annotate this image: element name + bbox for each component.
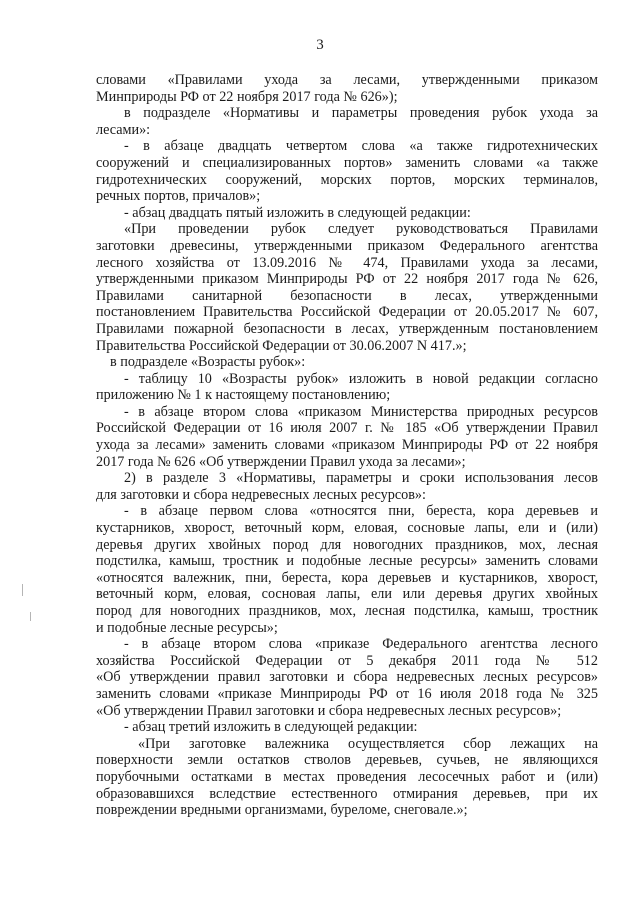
text-line: пород для новогодних праздников, мох, лесная подстилка, камыш, тростник — [96, 603, 598, 619]
text-line: Российской Федерации от 16 июля 2007 г. № 185 «Об утверждении Правил — [96, 420, 598, 437]
text-line: заготовки древесины, утвержденными приказом Федерального агентства — [96, 237, 598, 254]
text-line: гидротехнических сооружений, морских портов, морских терминалов, — [96, 171, 598, 188]
text-line: - абзац двадцать пятый изложить в следующей редакции: — [124, 204, 471, 221]
text-line: - в абзаце первом слова «относятся пни, береста, кора деревьев и — [124, 503, 598, 520]
text-line: деревья других хвойных пород для новогодних праздников, мох, лесная — [96, 536, 598, 553]
text-line: лесного хозяйства от 13.09.2016 № 474, Правилами ухода за лесами, — [96, 254, 598, 271]
text-line: приложению № 1 к настоящему постановлению; — [96, 387, 391, 404]
text-line: Правилами санитарной безопасности в лесах, утвержденными — [96, 287, 598, 304]
margin-scan-mark — [22, 584, 23, 596]
text-line: веточный корм, еловая, сосновая лапы, ели или деревья других хвойных — [96, 586, 598, 603]
text-line: - абзац третий изложить в следующей редакции: — [124, 719, 418, 736]
text-line: «При проведении рубок следует руководствоваться Правилами — [124, 221, 598, 238]
text-line: «При заготовке валежника осуществляется сбор лежащих на — [138, 735, 598, 752]
text-line: «Об утверждении правил заготовки и сбора недревесных лесных ресурсов» — [96, 669, 598, 686]
text-line: в подразделе «Возрасты рубок»: — [110, 354, 306, 371]
text-line: Правилами пожарной безопасности в лесах, утвержденным постановлением — [96, 320, 598, 337]
text-line: - таблицу 10 «Возрасты рубок» изложить в новой редакции согласно — [124, 370, 598, 387]
text-line: ухода за лесами» заменить словами «приказом Минприроды РФ от 22 ноября — [96, 437, 598, 454]
body-text — [96, 72, 598, 819]
text-line: заменить словами «приказе Минприроды РФ от 16 июля 2018 года № 325 — [96, 685, 598, 702]
text-line: - в абзаце втором слова «приказе Федерального агентства лесного — [124, 636, 598, 653]
text-line: «Об утверждении Правил заготовки и сбора недревесных лесных ресурсов»; — [96, 702, 562, 719]
text-line: в подразделе «Нормативы и параметры проведения рубок ухода за — [124, 105, 598, 122]
text-line: постановлением Правительства Российской Федерации от 20.05.2017 № 607, — [96, 304, 598, 321]
margin-scan-mark — [30, 612, 31, 621]
text-line: утвержденными приказом Минприроды РФ от 22 ноября 2017 года № 626, — [96, 271, 598, 288]
text-line: «относятся валежник, пни, береста, кора деревьев и кустарников, хворост, — [96, 569, 598, 586]
text-line: хозяйства Российской Федерации от 5 декабря 2011 года № 512 — [96, 652, 598, 669]
text-line: словами «Правилами ухода за лесами, утвержденными приказом — [96, 72, 598, 88]
text-line: речных портов, причалов»; — [96, 188, 261, 205]
text-line: сооружений и специализированных портов» заменить словами «а также — [96, 154, 598, 171]
text-line: кустарников, хворост, веточный корм, еловая, сосновые лапы, ели и (или) — [96, 520, 598, 537]
text-line: 2017 года № 626 «Об утверждении Правил ухода за лесами»; — [96, 453, 466, 470]
page-number: 3 — [316, 37, 324, 53]
text-line: - в абзаце двадцать четвертом слова «а также гидротехнических — [124, 138, 598, 155]
text-line: образовавшихся вследствие естественного отмирания деревьев, при их — [96, 785, 598, 802]
text-line: для заготовки и сбора недревесных лесных ресурсов»: — [96, 486, 426, 503]
text-line: поверхности земли остатков стволов деревьев, сучьев, не являющихся — [96, 752, 598, 769]
text-line: и подобные лесные ресурсы»; — [96, 619, 278, 636]
text-line: повреждении вредными организмами, буреломе, снеговале.»; — [96, 802, 468, 819]
text-line: 2) в разделе 3 «Нормативы, параметры и сроки использования лесов — [124, 470, 598, 487]
text-line: подстилка, камыш, тростник и подобные лесные ресурсы» заменить словами — [96, 553, 598, 570]
text-line: порубочными остатками в местах проведения лесосечных работ и (или) — [96, 768, 598, 785]
text-line: - в абзаце втором слова «приказом Министерства природных ресурсов — [124, 403, 598, 420]
text-line: Правительства Российской Федерации от 30.06.2007 N 417.»; — [96, 337, 467, 354]
text-line: Минприроды РФ от 22 ноября 2017 года № 626»); — [96, 88, 398, 105]
text-line: лесами»: — [96, 121, 151, 138]
